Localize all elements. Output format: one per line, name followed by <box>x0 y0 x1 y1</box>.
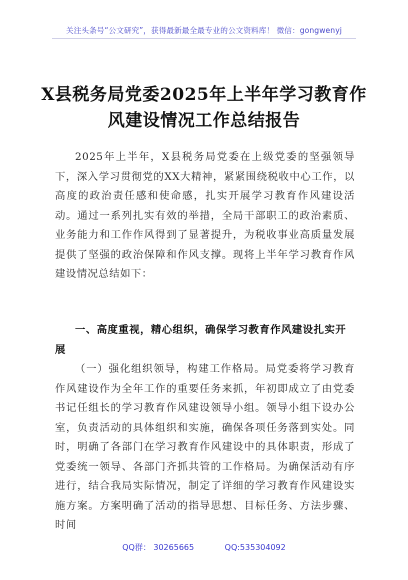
document-title: X县税务局党委2025年上半年学习教育作风建设情况工作总结报告 <box>41 85 367 131</box>
body-paragraph-section-1-1: （一）强化组织领导，构建工作格局。局党委将学习教育作风建设作为全年工作的重要任务来抓，年初即成立了由党委书记任组长的学习教育作风建设领导小组。领导小组下设办公室，负责活动的具体组织和实施，确保各项任务落到实处。同时，明确了各部门在学习教育作风建设中的具体职责，形成了党委统一领导、各部门齐抓共管的工作格局。为确保活动有序进行，结合我局实际情况，制定了详细的学习教育作风建设实施方案。方案明确了活动的指导思想、目标任务、方法步骤、时间 <box>55 363 355 531</box>
body-paragraph-intro: 2025年上半年，X县税务局党委在上级党委的坚强领导下，深入学习贯彻党的XX大精神，紧紧围绕税收中心工作，以高度的政治责任感和使命感，扎实开展学习教育作风建设活动。通过一系列扎实有效的举措，全局干部职工的政治素质、业务能力和工作作风得到了显著提升，为税收事业高质量发展提供了坚强的政治保障和作风支撑。现将上半年学习教育作风建设情况总结如下： <box>55 151 355 280</box>
footer-qq-group: QQ群： 30265665 <box>122 543 195 552</box>
footer-qq: QQ:535304092 <box>224 543 286 552</box>
section-heading-1: 一、高度重视，精心组织，确保学习教育作风建设扎实开展 <box>55 324 347 356</box>
footer-contact <box>0 542 408 553</box>
header-banner: 关注头条号“公文研究”，获得最新最全最专业的公文资料库！ 微信：gongwenyj <box>66 26 342 35</box>
header-divider <box>52 38 356 39</box>
